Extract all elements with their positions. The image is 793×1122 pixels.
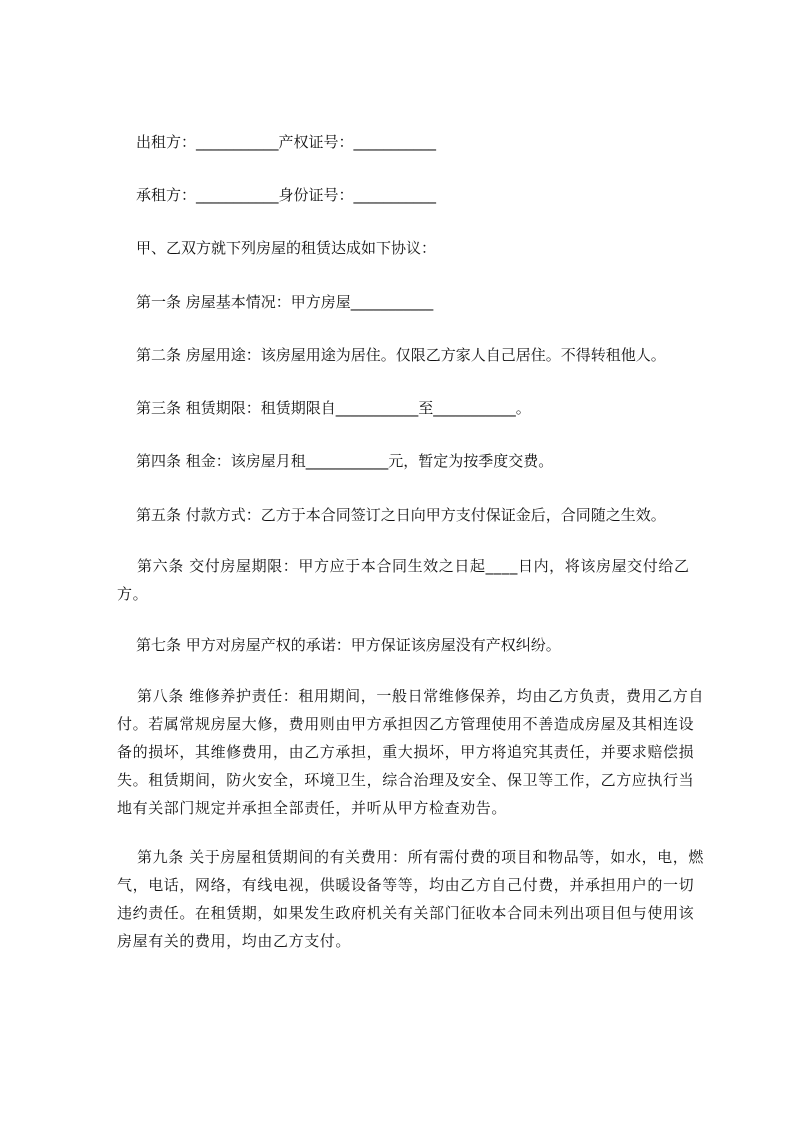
lessor-line: 出租方：___________产权证号：___________ bbox=[136, 133, 437, 151]
article-9: 第九条 关于房屋租赁期间的有关费用：所有需付费的项目和物品等，如水，电，燃气，电话，网络，有线电视，供暖设备等等，均由乙方自己付费，并承担用户的一切违约责任。在租赁期，如果发生政府机关有关部门征收本合同未列出项目但与使用该房屋有关的费用，均由乙方支付。 bbox=[117, 848, 704, 950]
intro-line: 甲、乙双方就下列房屋的租赁达成如下协议： bbox=[136, 239, 437, 257]
article-4: 第四条 租金：该房屋月租___________元，暂定为按季度交费。 bbox=[136, 452, 554, 470]
article-2: 第二条 房屋用途：该房屋用途为居住。仅限乙方家人自己居住。不得转租他人。 bbox=[136, 346, 666, 364]
article-3: 第三条 租赁期限：租赁期限自___________至___________。 bbox=[136, 399, 531, 417]
lessee-line: 承租方：___________身份证号：___________ bbox=[136, 186, 437, 204]
article-7: 第七条 甲方对房屋产权的承诺：甲方保证该房屋没有产权纠纷。 bbox=[136, 636, 561, 654]
article-6: 第六条 交付房屋期限：甲方应于本合同生效之日起____日内，将该房屋交付给乙方。 bbox=[117, 557, 690, 603]
article-5: 第五条 付款方式：乙方于本合同签订之日向甲方支付保证金后，合同随之生效。 bbox=[136, 506, 666, 524]
article-8: 第八条 维修养护责任：租用期间，一般日常维修保养，均由乙方负责，费用乙方自付。若属常规房屋大修，费用则由甲方承担因乙方管理使用不善造成房屋及其相连设备的损坏，其维修费用，由乙方承担，重大损坏，甲方将追究其责任，并要求赔偿损失。租赁期间，防火安全，环境卫生，综合治理及安全、保卫等工作，乙方应执行当地有关部门规定并承担全部责任，并听从甲方检查劝告。 bbox=[117, 687, 704, 817]
article-1: 第一条 房屋基本情况：甲方房屋___________ bbox=[136, 293, 434, 311]
